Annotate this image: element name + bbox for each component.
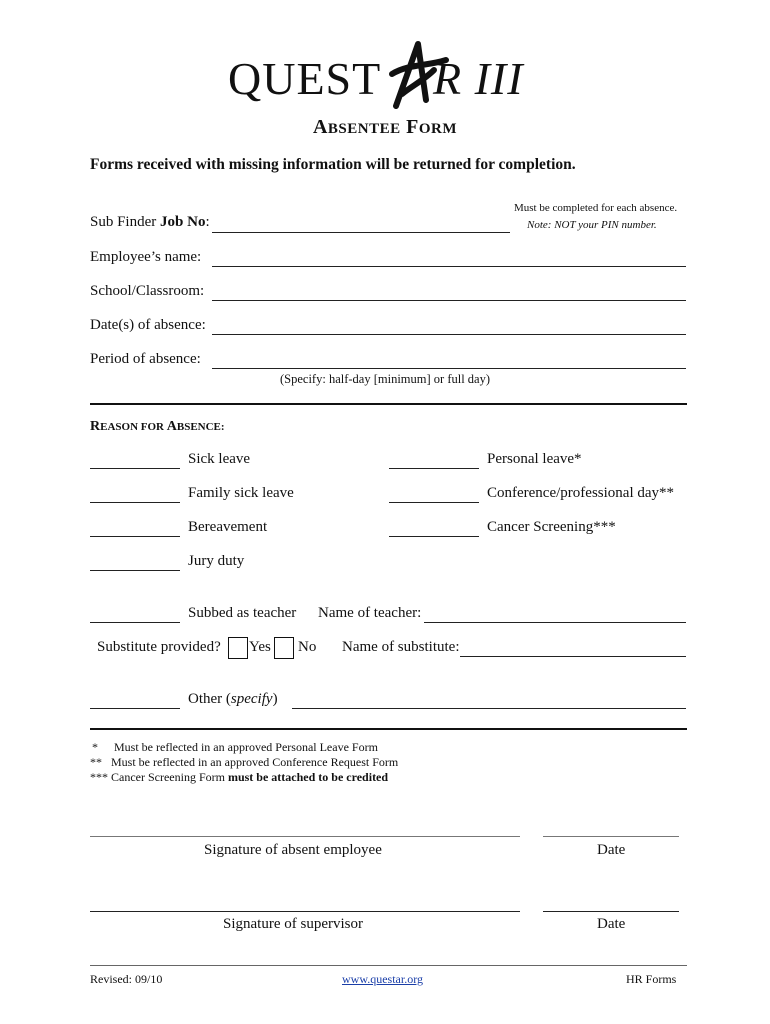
form-title: ABSENTEE FORM bbox=[312, 116, 458, 138]
job-no-field[interactable] bbox=[212, 232, 510, 233]
substitute-yes-label: Yes bbox=[249, 639, 271, 655]
jury-duty-label: Jury duty bbox=[188, 553, 245, 569]
other-blank[interactable] bbox=[90, 708, 180, 709]
footer-section: HR Forms bbox=[626, 972, 677, 986]
employee-signature-label: Signature of absent employee bbox=[204, 842, 382, 858]
personal-leave-label: Personal leave* bbox=[487, 451, 582, 467]
revision-date: Revised: 09/10 bbox=[90, 972, 163, 986]
name-of-substitute-label: Name of substitute: bbox=[342, 639, 460, 655]
other-label: Other (specify) bbox=[188, 691, 278, 707]
footnote-divider bbox=[90, 728, 687, 730]
period-of-absence-field[interactable] bbox=[212, 368, 686, 369]
school-classroom-label: School/Classroom: bbox=[90, 283, 205, 299]
supervisor-signature-label: Signature of supervisor bbox=[223, 916, 363, 932]
footnote-cancer-screening: *** Cancer Screening Form must be attached to be credited bbox=[90, 770, 389, 784]
substitute-no-label: No bbox=[298, 639, 317, 655]
period-hint: (Specify: half-day [minimum] or full day) bbox=[280, 372, 491, 386]
job-no-note-pin: Note: NOT your PIN number. bbox=[527, 219, 657, 231]
supervisor-date-line[interactable] bbox=[543, 911, 679, 912]
jury-duty-blank[interactable] bbox=[90, 570, 180, 571]
bereavement-label: Bereavement bbox=[188, 519, 268, 535]
other-specify-field[interactable] bbox=[292, 708, 686, 709]
conference-day-label: Conference/professional day** bbox=[487, 485, 675, 501]
employee-name-label: Employee’s name: bbox=[90, 249, 202, 265]
period-of-absence-label: Period of absence: bbox=[90, 351, 201, 367]
name-of-substitute-field[interactable] bbox=[460, 656, 686, 657]
questar-logo bbox=[228, 46, 548, 110]
website-link[interactable]: www.questar.org bbox=[342, 972, 423, 986]
footer-divider bbox=[90, 965, 687, 966]
footnote-conference: ** Must be reflected in an approved Conference Request Form bbox=[90, 755, 399, 769]
employee-date-label: Date bbox=[597, 842, 626, 858]
dates-of-absence-field[interactable] bbox=[212, 334, 686, 335]
subbed-blank[interactable] bbox=[90, 622, 180, 623]
supervisor-signature-line[interactable] bbox=[90, 911, 520, 912]
name-of-teacher-label: Name of teacher: bbox=[318, 605, 422, 621]
sick-leave-blank[interactable] bbox=[90, 468, 180, 469]
logo-text-right: R III bbox=[433, 53, 524, 104]
family-sick-leave-label: Family sick leave bbox=[188, 485, 294, 501]
employee-date-line[interactable] bbox=[543, 836, 679, 837]
subbed-label: Subbed as teacher bbox=[188, 605, 297, 621]
substitute-provided-label: Substitute provided? bbox=[97, 639, 221, 655]
name-of-teacher-field[interactable] bbox=[424, 622, 686, 623]
section-divider bbox=[90, 403, 687, 405]
job-no-label: Sub Finder Job No: bbox=[90, 214, 210, 230]
school-classroom-field[interactable] bbox=[212, 300, 686, 301]
logo-text-left: QUEST bbox=[228, 53, 382, 104]
sick-leave-label: Sick leave bbox=[188, 451, 251, 467]
substitute-no-checkbox[interactable] bbox=[274, 637, 294, 659]
job-no-note-required: Must be completed for each absence. bbox=[514, 202, 678, 214]
employee-signature-line[interactable] bbox=[90, 836, 520, 837]
bereavement-blank[interactable] bbox=[90, 536, 180, 537]
dates-of-absence-label: Date(s) of absence: bbox=[90, 317, 206, 333]
cancer-screening-label: Cancer Screening*** bbox=[487, 519, 616, 535]
intro-notice: Forms received with missing information will be returned for completion. bbox=[90, 156, 576, 173]
conference-day-blank[interactable] bbox=[389, 502, 479, 503]
cancer-screening-blank[interactable] bbox=[389, 536, 479, 537]
family-sick-leave-blank[interactable] bbox=[90, 502, 180, 503]
supervisor-date-label: Date bbox=[597, 916, 626, 932]
personal-leave-blank[interactable] bbox=[389, 468, 479, 469]
reason-heading: REASON FOR ABSENCE: bbox=[90, 419, 225, 434]
substitute-yes-checkbox[interactable] bbox=[228, 637, 248, 659]
footnote-personal-leave: * Must be reflected in an approved Personal Leave Form bbox=[92, 740, 378, 754]
employee-name-field[interactable] bbox=[212, 266, 686, 267]
